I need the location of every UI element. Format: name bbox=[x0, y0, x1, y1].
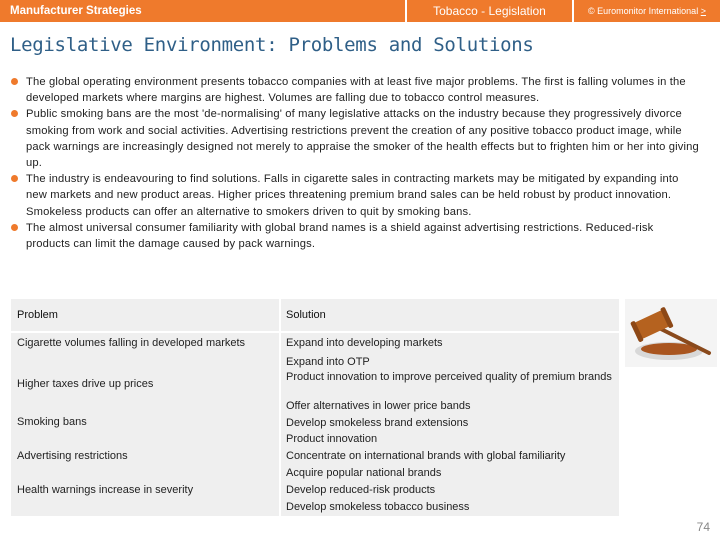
table-cell-solution: Develop smokeless brand extensions bbox=[286, 417, 469, 429]
section-label: Manufacturer Strategies bbox=[0, 0, 405, 22]
list-item: The almost universal consumer familiarity with global brand names is a shield against advertising restrictions. Reduced-risk products can limit the damage caused by pack warnings. bbox=[10, 220, 700, 252]
table-cell-solution: Product innovation bbox=[286, 433, 378, 445]
gavel-icon bbox=[625, 299, 717, 367]
table-cell-solution: Expand into OTP bbox=[286, 356, 370, 368]
header-bar bbox=[0, 0, 720, 22]
table-cell-solution: Product innovation to improve perceived quality of premium brands bbox=[286, 371, 612, 383]
problem-solution-table bbox=[11, 299, 619, 516]
copyright-notice bbox=[574, 0, 720, 22]
table-cell-problem: Health warnings increase in severity bbox=[17, 484, 194, 496]
list-item: Public smoking bans are the most 'de-normalising' of many legislative attacks on the industry because they progressively divorce smoking from work and social activities. Advertising restrictions prevent the creation of any positive tobacco product image, while pack warnings are increasingly designed not merely to appraise the smoker of the health effects but to frighten him or her into giving up. bbox=[10, 106, 700, 171]
table-cell-problem: Smoking bans bbox=[17, 416, 87, 428]
table-cell-problem: Higher taxes drive up prices bbox=[17, 378, 154, 390]
table-cell-solution: Expand into developing markets bbox=[286, 337, 443, 349]
table-cell-solution: Offer alternatives in lower price bands bbox=[286, 400, 471, 412]
list-item: The industry is endeavouring to find solutions. Falls in cigarette sales in contracting markets may be mitigated by expanding into new markets and new product areas. Higher prices threatening premium brand sales can be held robust by product innovation. Smokeless products can offer an alternative to smokers driven to quit by smoking bans. bbox=[10, 171, 700, 220]
table-header-problem: Problem bbox=[17, 309, 58, 321]
bullet-dot-icon bbox=[11, 175, 18, 182]
copyright-text: © Euromonitor International bbox=[588, 6, 699, 16]
bullet-dot-icon bbox=[11, 110, 18, 117]
page-title: Legislative Environment: Problems and Solutions bbox=[10, 34, 534, 56]
table-header-solution: Solution bbox=[286, 309, 326, 321]
topic-label: Tobacco - Legislation bbox=[407, 0, 572, 22]
column-divider bbox=[279, 299, 281, 516]
table-cell-solution: Develop smokeless tobacco business bbox=[286, 501, 470, 513]
table-cell-problem: Cigarette volumes falling in developed markets bbox=[17, 337, 246, 349]
bullet-dot-icon bbox=[11, 224, 18, 231]
copyright-link[interactable]: > bbox=[700, 6, 706, 16]
bullet-list bbox=[10, 74, 700, 252]
list-item: The global operating environment presents tobacco companies with at least five major problems. The first is falling volumes in the developed markets where margins are highest. Volumes are falling due to tobacco control measures. bbox=[10, 74, 700, 106]
table-cell-solution: Concentrate on international brands with global familiarity bbox=[286, 450, 566, 462]
table-cell-problem: Advertising restrictions bbox=[17, 450, 128, 462]
table-cell-solution: Acquire popular national brands bbox=[286, 467, 442, 479]
table-cell-solution: Develop reduced-risk products bbox=[286, 484, 436, 496]
bullet-dot-icon bbox=[11, 78, 18, 85]
page-number: 74 bbox=[696, 520, 710, 534]
